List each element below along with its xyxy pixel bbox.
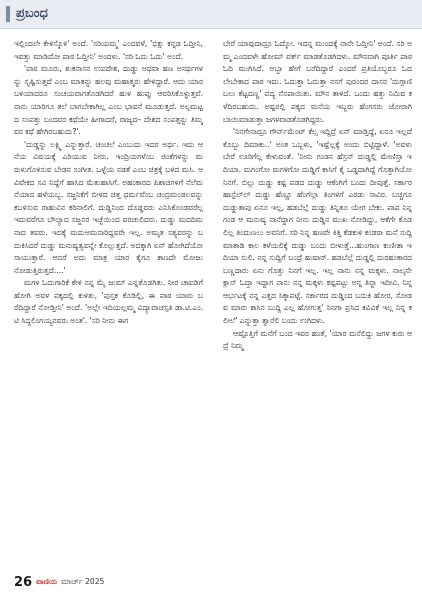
section-marker [6, 6, 10, 22]
magazine-name: ವಾಣಿಯ [36, 577, 58, 586]
article-body [14, 38, 412, 564]
left-column [14, 38, 203, 564]
paragraph: ಇಲ್ಲಿಂದಲೇ ಕೇಳಿಸ್ಕೊಳಿ' ಅಂದೆ. 'ಸರಿಯಮ್ಮ' ಎಂದವಳೆ, 'ಭಿಕ್ಷು ಕನ್ನಡ ಓದ್ತೀನಿ, ಇವತ್ತು ಮಾಡಿದೋ ಪಾಠ ಓದ್ತೀನಿ' ಅಂದಳು. 'ಸರಿ ಓದು ಓದು' ಅಂದೆ. [14, 39, 203, 61]
paragraph: ಆಷ್ಟೊತ್ತಿಗೆ ಮನೆಗೆ ಬಂದ ಇವರ ಹಂತೆ, 'ಯಾರ ಮನೆಲಿದ್ದು ಜಗಳ ಕುರು ಆದ್ರೆ ನಿಮ್ಮ [223, 328, 412, 351]
page-number: 26 [14, 574, 33, 590]
paragraph: ಬೇರೆ ಯಾವುದಾದ್ರೂ ಓದ್ಕೋ. ಇದನ್ನ ಮುಂದಕ್ಕೆ ನಾನೇ ಓದ್ತೀನಿ' ಅಂದೆ. ಸರಿ ಅಮ್ಮ ಎಂದವಳೇ ಹೋಮ್ ವರ್ಕ್ ಮಾಡತೊಡಗಿದಳು. ಮೌನವಾಗಿ ಪೂರ್ತಿ ಪಾಠ ಓದಿ ಮುಗಿಸಿದೆ. ಅಬ್ಬಾ ಹೇಗೆ ಬರೆದಿದ್ದಾರೆ ಎಂದರೆ ಪ್ರತಿಯೊಬ್ಬರೂ ಓದಲೇಬೇಕಾದ ಪಾಠ ಇದು. ಓದುತ್ತಾ ಓದುತ್ತಾ ನನಗೆ ಪುರಂದರ ದಾಸರ 'ದುಗ್ಗಾಣಿ ಬಲು ಕೆಟ್ಟದಣ್ಣ' ಪದ್ಯ ನೆನಪಾಯಿತು. ಮೌನ ತಾಳಿದೆ. ಒಂದು ಹತ್ತು ನಿಮಿಷ ಕಳೆದಿರಬಹುದು. ಅಷ್ಟರಲ್ಲಿ ಪಕ್ಕದ ಮನೆಯ ಇಬ್ಬರು ಹೆಂಗಸರು ಜೋರಾಗಿ ಬಾಯಿಮಾಡುತ್ತಾ ಜಗಳವಾಡತೊಡಗಿದ್ದರು. [223, 39, 412, 124]
paragraph: 'ದುಡ್ಡನ್ನು ಲಕ್ಷ್ಮಿ ಎನ್ನುತ್ತಾರೆ. ಚಂಚಲೆ ಎಂಬುದು ಇದರ ಅರ್ಥ. ಇದು ಆನೆಯ ವಿಷಯಕ್ಕೆ ಎರಿಯುವ ನೀರು. ಇಂದ್ರಿಯಗಳೆಂಬ ಜಿಂಕೆಗಳನ್ನು ಮರುಳುಗೊಳಿಸುವ ಬೇಡನ ಸಂಗೀತ. ಒಳ್ಳೆಯ ನಡತೆ ಎಂಬ ಚಿತ್ರಕ್ಕೆ ಬಳಿದ ಮಸಿ. ಅವಿವೇಕದ ಸವಿ ನಿದ್ದೆಗೆ ಹಾಸಿದ ಮೆತುಹಾಸಿಗೆ. ಅಹಂಕಾರದ ಪಿಶಾಚಿಗಳಿಗೆ ನೆಲೆಮನೆಯಾದ ಹಳೆಯಬ್ಬ. ಸಜ್ಜನಿಕೆಗೆ ಬೀಳದ ಚಿತ್ತ ಧರ್ಮವೆಂಬ ಚಂದ್ರಮಂಡಲವನ್ನು ಕಬಳಿಸುವ ರಾಹುವಿನ ಕರಿನಾಲಿಗೆ. ದುಡ್ಡಿನಿಂದ ದೊಡ್ಡವರು ಎನಿಸಿಕೊಂಡವರೆಲ್ಲ ಇದುವರೆಗೂ ಬೌಲ್ಯಾದ ಸಜ್ಜನರ ಇಚ್ಛೆಯಿಂದ ಪರಚುಲಿದರು. ದುಡ್ಡು ಮದದಿಮನಾದ ತವರು. ಇದಕ್ಕೆ ಮದುಅಮನಾರಿದ್ದವರೇ ಇಲ್ಲ. ಅಮೃತ ಸತ್ಯವರನ್ನು ಬದುಕಿಸಿದರೆ ದುಡ್ಡು ಮನುಷ್ಯತ್ವವನ್ನೇ ಕೊಲ್ಲುತ್ತದೆ. ಅದಕ್ಕಾಗಿ ಏನ್ ಹೋಗಿದೆಯೋ ಸಾಯುತ್ತಾರೆ. ಆದರೆ ಅದು ಮಾತ್ರ ಯಾರ ಕೈಗೂ ಕಾಣದೇ ಮೋಜು ನೋಡುತ್ತಿರುತ್ತದೆ....' [14, 139, 203, 275]
issue-date: ಮಾರ್ಚ್ 2025 [61, 577, 105, 586]
section-header-bar [0, 0, 422, 29]
paragraph: ಮಗಳ ಓದುಗಾರಿಕೆ ಕೇಳಿ ನನ್ನ ಮೈ ಜುಮ್ ಎನ್ನತೊಡಗಿತು. ನೀರ ಚಾವಡಿಗೆ ಹೋಗಿ ಅವಳ ಪಕ್ಕದಲ್ಲಿ ಕುಳಿತು, 'ಪುಸ್ತಕ ಕೊಡಿಲ್ಲಿ, ಈ ಪಾಠ ಯಾರು ಬರೆದಿದ್ದಾರೆ ನೋಡ್ತೀನಿ' ಅಂದೆ. 'ಅಲ್ಲೇ ಇದಿಯಲ್ಲಮ್ಮ ವಿದ್ಯಾವಾಚಸ್ಪತಿ ಡಾ.ಟಿ.ಎಂ.ಟಿ ಸಿದ್ಧಲಿಂಗಯ್ಯನವರು ಅಂತ'. 'ಸರಿ ನೀನು ಈಗ [14, 278, 203, 326]
section-title: ಪ್ರಬಂಧ [16, 6, 48, 21]
page-footer [14, 572, 214, 592]
right-column [223, 38, 412, 564]
paragraph: 'ನಿನಗೇನಾದ್ರೂ ಗೌರ್ನ್‌ಮೆಂಟ್ ಕೆಲ್ಸ ಇದ್ದಿದ್ರೆ ಏನ್ ಮಾಡ್ತಿದ್ದೆ, ಏನೂ ಇಲ್ಲದೆ ಕೊಬ್ಬು ದಿಮಾಕು..' ಅಂತ ಒಬ್ಬಳು, 'ಇಷ್ಟೆಲ್ಲಕ್ಕೆ ಅಂದು ಬಿಟ್ಟಿದ್ದಾಳೆ. 'ಅವಳು ಬೇರೆ ಊರಿಗೆಲ್ಲ ಕೇಳುವಂತೆ. 'ನೀನು ಗಂಡನ ಹೆಸ್ರನ್ ದುಡ್ಡಲ್ಲಿ ಮೇಣಿಸ್ತಾ ಇದಿಯಾ. ಮಗಂಗೋ ಮಗಳಿಗೋ ದುಡ್ಡಿಗೆ ಕಾಸಿಗೆ ಕೈ ಒಡ್ಡದಾಗಿದ್ದೆ ಗೊತ್ತಾಗಿಯೋ ನಿನಗೆ. ಬಿಲ್ಲು ದುಡ್ಡು ಕಷ್ಟ ಪಡದ ದುಡ್ಡು ಆಕೆಂಗಿಗೆ ಬಂದು ದೀಪುತ್ತೆ. ಸರ್ಕಾರ ಹಾಸ್ಟೆಲ್‌ಲ್ ದುಡ್ಡು ಹೆಣ್ಣೂ ಹೆಂಗೆಲ್ಲಾ ತಿಂಗಳಿಗೆ ಎರಡು ಸಾವಿರ. ಬಚ್ಚಿಗೂ ದುಡ್ಡುತಾಪು ಏನೂ ಇಲ್ಲ, ಹಡಬೆಲ್ಲೆ ದುಡ್ಡು ತಿನ್ನಿತೂ ಯೇಗ ಬೇಕು. ಪಾಪ ನಿನ್ನ ಗಂಡ ಆ ಮನುಷ್ಯ ನಾನೆದ್ದಾಗ ನೀನು ದುಡ್ಡಿನ ಮುಖ ನೋಡಿದ್ದು, ಆಕೆಗೇ ಕೊಡಲಿಲ್ಲ ತಿಂದುಣಲು ಅವನಿಗೆ. ಸರಿ ನಿನ್ನ ಹಣವೇ ಕಿತ್ತಿ ಕೆಡಕುಳಿ ಕಂಡರಾ ಮನೆ ಸುದ್ದಿ ಮಾತಾಡಿ ಕಾಲ ಕಳೆಯಲಿಕ್ಕೆ ದುಡ್ಡು ಬಂದು ಬೀಳುತ್ತೆ...ಹುಂಗಾಣ ಕುಣೀತಾ ಇದಿಯಾ ಸುಲಿ. ನನ್ನ ಸುದ್ದಿಗೆ ಬಂದ್ರೆ ಹುಷಾರ್. ಹಡಬೆಲ್ಲೆ ದುಡ್ಡಲ್ಲಿ ದುರಹಂಕಾರದ ಬಣ್ಣದಾರು ಏನು ಗೊತ್ತು ನಿನಗೆ ಇಲ್ಲ. ಇಲ್ಲ ನಾನು ನನ್ನ ಮಕ್ಕಳು. ನಾಲ್ಕನೇ ಕ್ಲಾಸ್ ಓದ್ತಾ ಇದ್ದಾಗ ನಾನು ನನ್ನ ಮಕ್ಕಳು ಕಷ್ಟಪಟ್ಟು ಅನ್ನ ತಿನ್ನಾ ಇದೀವಿ. ನಿನ್ನ ಆರ್ಭಟಕ್ಕೆ ನನ್ನ ಎತ್ತದ ಸಿಕ್ಕಾಪಟ್ಟೆ. ಸರ್ಕಾರದ ದುಡ್ಡಿಂದ ಬದುಕಿ ಹೋರ, ಸೋಡವ ಮಾರು ಕಾಸಿನ ಬುದ್ದಿ ಎಲ್ಲ ಹೋಗುತ್ತ' ನಿನಗಾ ಪ್ರಸಿದ ಕವಿವಿಕೆ ಇಲ್ಲ ನಿನ್ನ ಕಲೀಲೆ' ಎನ್ನುತ್ತಾ ತ್ವಾರೆಲಿ ಬಂದು ಉಗಿದಳು. [223, 127, 412, 326]
paragraph: 'ಪಾಠ ಮೂರು, ಶುಕನಾಸನ ಉಪದೇಶ, ದುಡ್ಡು ಅಥವಾ ಹಣ ಅನರ್ಥಗಳನ್ನು ಸೃಷ್ಟಿಸುತ್ತದೆ ಎಂಬ ಮಾತನ್ನು ಹಲವು ಮಹಾತ್ಮರು ಹೇಳಿದ್ದಾರೆ. ಆದು ಯಾರ ಬಳಿಯಾದರೂ ಸಂಚಯವಾಗತೊಡಗಿದರೆ ಹುಳ ಹುಪ್ಪು ಆವರಿಸಿಕೊಳ್ಳುತ್ತವೆ. ನಾನು ಯಾರಿಗೂ ತಲೆ ಬಾಗಬೇಕಾಗಿಲ್ಲ ಎಂಬ ಭಾವನೆ ಮೂಡುತ್ತದೆ. ಅಲ್ಪಮಟ್ಟದ ಸಂಪತ್ತು ಬಂದವರ ಕಥೆಯೇ ಹೀಗಾದರೆ, ರಾಜ್ಯದ– ದೇಶದ ಸಂಪತ್ತನ್ನು ತಿಮ್ಮವರ ಕಥೆ ಹೇಗಿರಬಹುದು?'. [14, 64, 203, 137]
